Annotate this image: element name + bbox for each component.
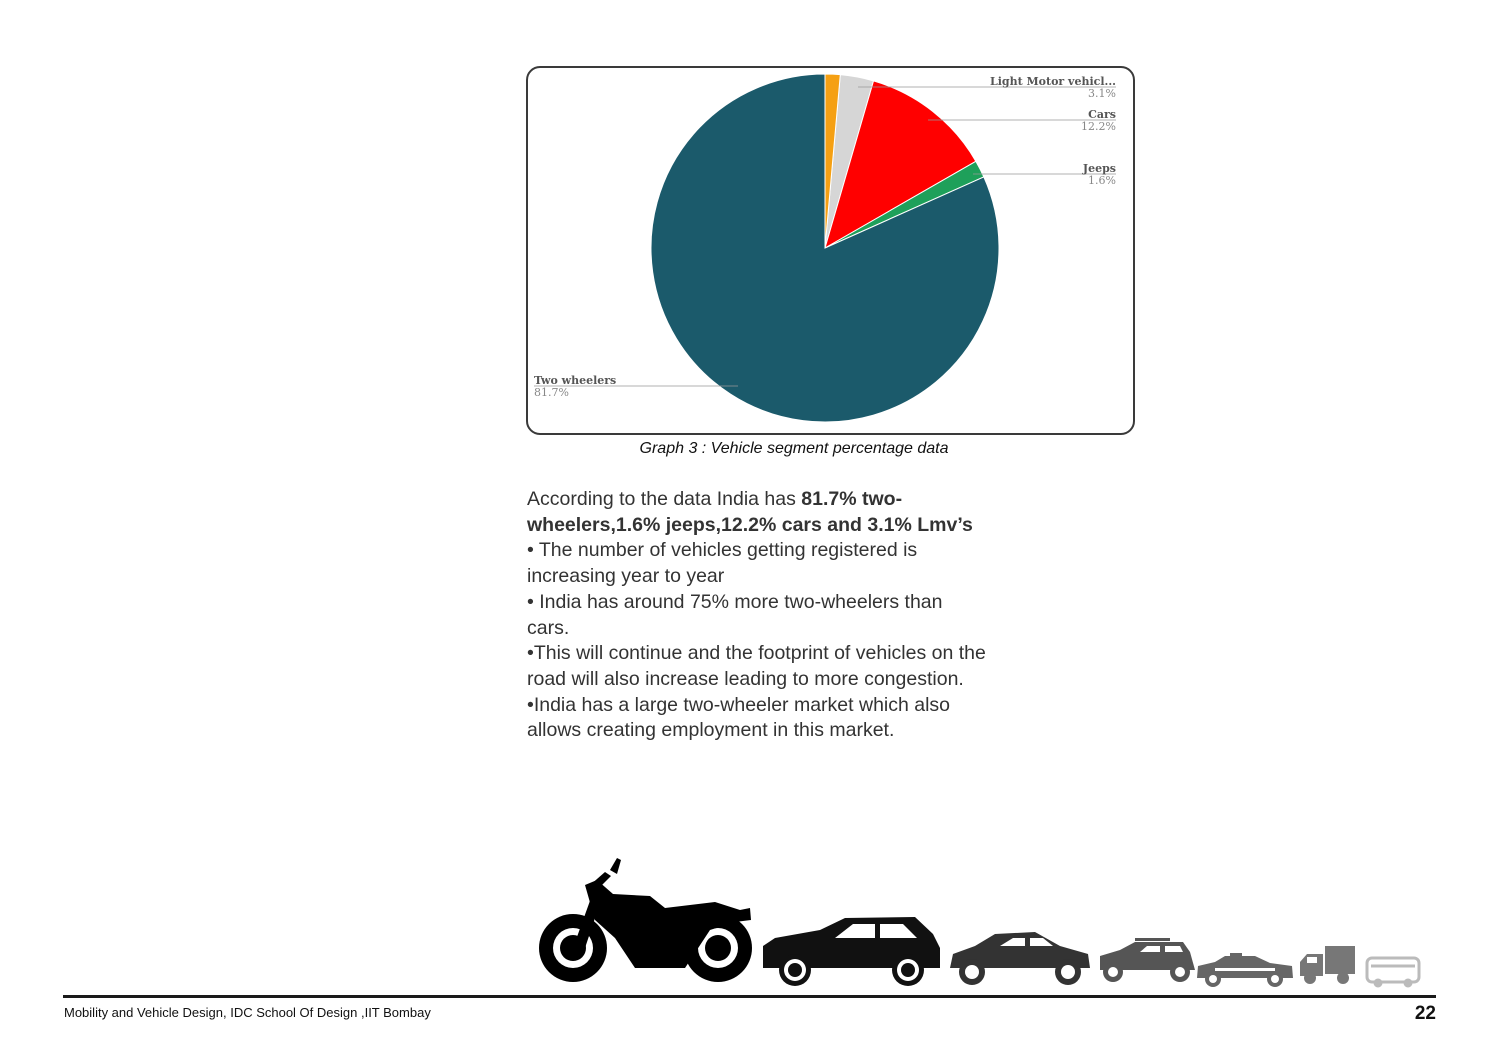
taxi-icon <box>1197 953 1293 987</box>
slice-label: Two wheelers <box>534 374 617 387</box>
body-text <box>527 487 987 744</box>
intro-plain-text: According to the data India has <box>527 488 802 510</box>
motorcycle-icon <box>539 858 752 982</box>
intro-paragraph <box>527 487 987 538</box>
page-number: 22 <box>1414 1003 1436 1024</box>
bus-icon <box>1367 958 1419 986</box>
slice-percentage: 81.7% <box>534 386 569 399</box>
suv-icon <box>763 917 940 986</box>
footer-text: Mobility and Vehicle Design, IDC School Of Design ,IIT Bombay <box>64 1005 431 1020</box>
hatchback-icon <box>950 932 1090 985</box>
slice-label: Light Motor vehicl... <box>989 75 1116 88</box>
slice-label: Cars <box>1088 108 1116 121</box>
vehicle-segment-pie-chart <box>528 68 1137 437</box>
intro-bold-text: 81.7% two-wheelers,1.6% jeeps,12.2% cars and 3.1% Lmv’s <box>527 488 973 536</box>
bullet-item: •India has a large two-wheeler market which also allows creating employment in this market. <box>527 693 951 742</box>
jeep-icon <box>1100 938 1195 982</box>
bullet-item: • India has around 75% more two-wheelers than cars. <box>527 590 943 639</box>
slice-percentage: 1.6% <box>1088 174 1116 187</box>
chart-caption: Graph 3 : Vehicle segment percentage data <box>639 440 949 457</box>
pie-chart-frame <box>526 66 1135 435</box>
slice-percentage: 12.2% <box>1081 120 1116 133</box>
vehicle-silhouettes <box>535 850 1435 990</box>
truck-icon <box>1300 946 1355 984</box>
bullet-item: • The number of vehicles getting registered is increasing year to year <box>527 539 918 588</box>
slice-percentage: 3.1% <box>1088 87 1116 100</box>
bullet-item: •This will continue and the footprint of vehicles on the road will also increase leading to more congestion. <box>527 642 986 690</box>
slice-label: Jeeps <box>1082 162 1116 175</box>
footer-divider <box>63 995 1436 998</box>
